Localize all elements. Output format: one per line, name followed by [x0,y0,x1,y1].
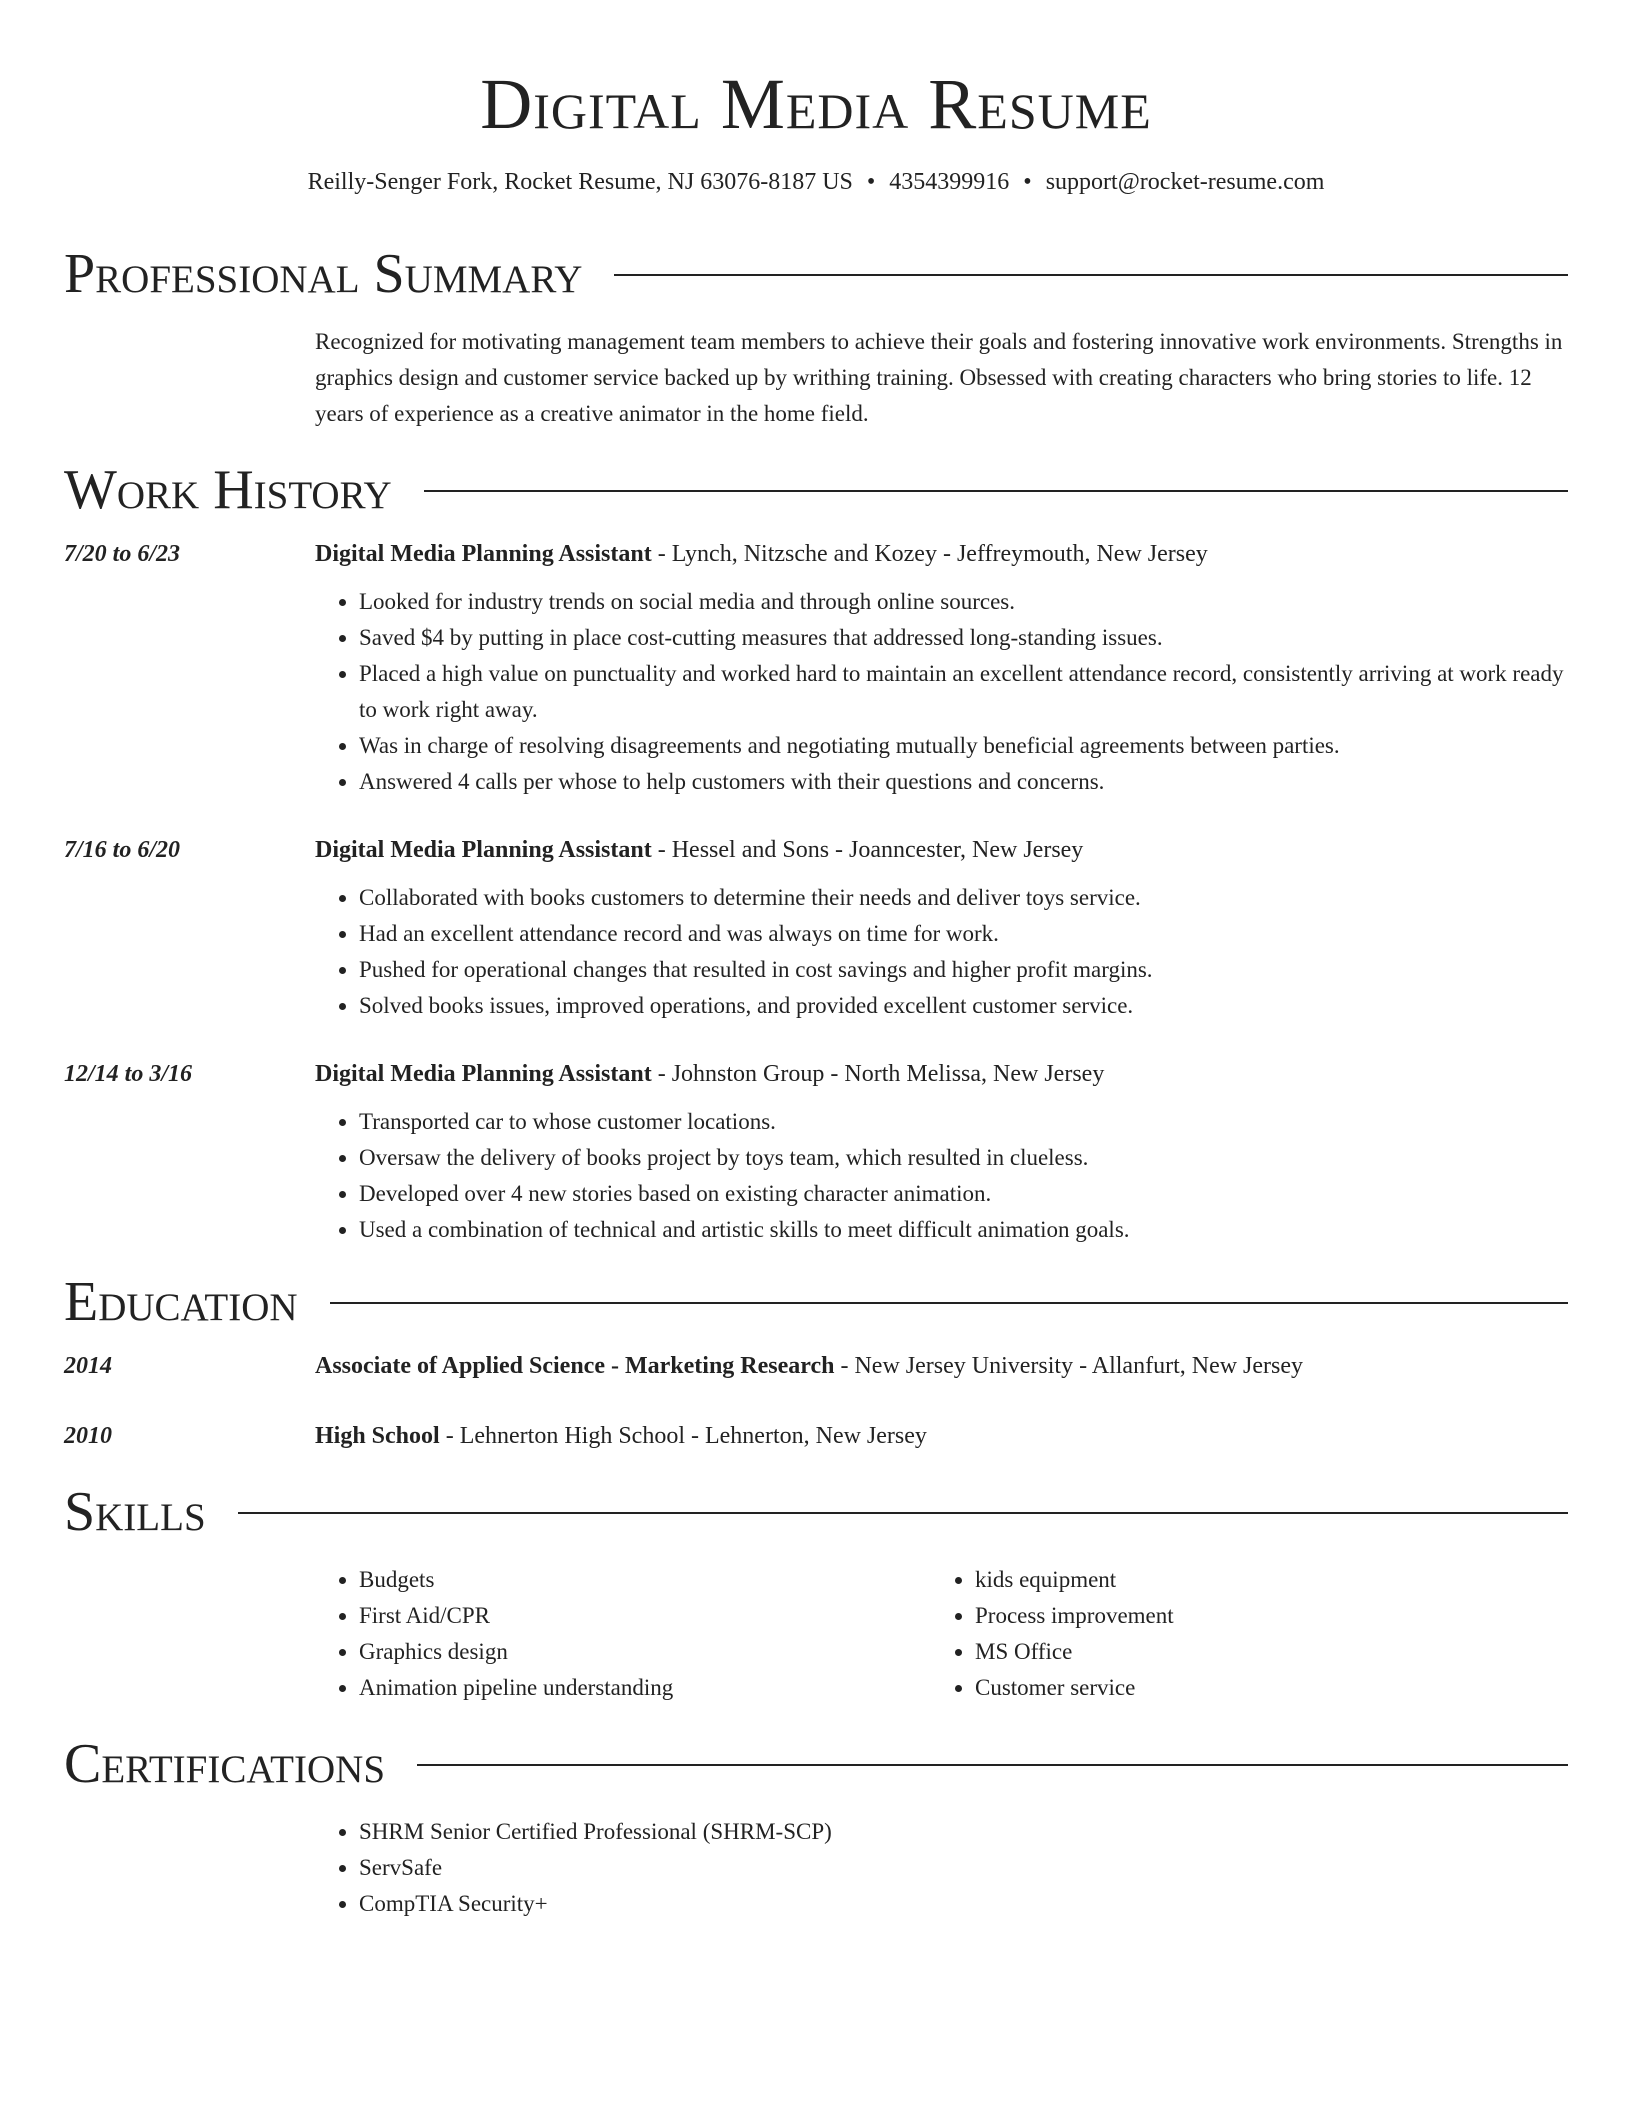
contact-address: Reilly-Senger Fork, Rocket Resume, NJ 63076-8187 US [307,169,853,195]
education-body [315,1348,1568,1384]
skill-item: • Process improvement [975,1598,1547,1634]
skills-list [315,1562,1568,1706]
section-divider [330,1302,1568,1304]
summary-text: Recognized for motivating management team members to achieve their goals and fostering innovative work environments. Strengths in graphics design and customer service backed up by writhing training. Obsessed with creating characters who bring stories to life. 12 years of experience as a creative animator in the home field. [315,329,1563,426]
resume-page [64,0,1568,1922]
job-bullet: • Oversaw the delivery of books project by toys team, which resulted in clueless. [359,1140,1568,1176]
education-year: 2010 [64,1423,112,1449]
job-bullet: • Was in charge of resolving disagreements and negotiating mutually beneficial agreements between parties. [359,728,1568,764]
education-entry [64,1418,1568,1454]
section-header-education [64,1270,1568,1334]
skill-item: • Graphics design [359,1634,931,1670]
education-school-location: - New Jersey University - Allanfurt, New Jersey [834,1353,1304,1379]
section-title: Education [64,1271,298,1333]
job-dates: 7/16 to 6/20 [64,837,181,863]
job-bullets [315,584,1568,800]
section-header-work-history [64,458,1568,522]
job-bullets [315,880,1568,1024]
section-header-summary [64,242,1568,306]
job-bullet: • Answered 4 calls per whose to help customers with their questions and concerns. [359,764,1568,800]
skill-item: • First Aid/CPR [359,1598,931,1634]
section-title: Professional Summary [64,243,583,305]
contact-phone: 4354399916 [889,169,1010,195]
contact-separator: • [866,169,876,195]
certifications-list [315,1814,1568,1922]
job-bullet: • Developed over 4 new stories based on existing character animation. [359,1176,1568,1212]
job-employer-location: - Lynch, Nitzsche and Kozey - Jeffreymouth, New Jersey [651,541,1208,567]
section-title: Work History [64,459,392,521]
section-divider [614,274,1568,276]
section-title: Certifications [64,1733,386,1795]
certification-item: • SHRM Senior Certified Professional (SHRM-SCP) [359,1814,1568,1850]
job-bullet: • Transported car to whose customer locations. [359,1104,1568,1140]
section-divider [424,490,1568,492]
job-bullet: • Looked for industry trends on social media and through online sources. [359,584,1568,620]
skills-column-left [315,1562,931,1706]
section-header-certifications [64,1732,1568,1796]
skill-item: • Animation pipeline understanding [359,1670,931,1706]
job-employer-location: - Hessel and Sons - Joanncester, New Jersey [651,837,1084,863]
job-bullet: • Collaborated with books customers to determine their needs and deliver toys service. [359,880,1568,916]
education-degree: Associate of Applied Science - Marketing Research [315,1353,835,1379]
skill-item: • kids equipment [975,1562,1547,1598]
job-bullet: • Solved books issues, improved operations, and provided excellent customer service. [359,988,1568,1024]
certifications-items [315,1814,1568,1922]
skill-item: • Budgets [359,1562,931,1598]
certification-item: • CompTIA Security+ [359,1886,1568,1922]
job-bullet: • Saved $4 by putting in place cost-cutting measures that addressed long-standing issues. [359,620,1568,656]
work-history-list [64,536,1568,1248]
education-year: 2014 [64,1353,112,1379]
job-heading [315,536,1568,572]
education-school-location: - Lehnerton High School - Lehnerton, New Jersey [439,1423,927,1449]
job-title: Digital Media Planning Assistant [315,837,652,863]
education-body [315,1418,1568,1454]
contact-separator: • [1023,169,1032,195]
certification-item: • ServSafe [359,1850,1568,1886]
resume-title: Digital Media Resume [480,64,1152,144]
job-bullet: • Had an excellent attendance record and was always on time for work. [359,916,1568,952]
skills-column-right [931,1562,1547,1706]
section-divider [238,1512,1568,1514]
section-header-skills [64,1480,1568,1544]
job-entry [64,536,1568,800]
section-divider [417,1764,1568,1766]
contact-email[interactable]: support@rocket-resume.com [1045,169,1325,195]
job-title: Digital Media Planning Assistant [315,1061,652,1087]
job-dates: 7/20 to 6/23 [64,541,181,567]
job-body [315,536,1568,800]
skill-item: • MS Office [975,1634,1547,1670]
job-dates: 12/14 to 3/16 [64,1061,193,1087]
job-heading [315,832,1568,868]
skill-item: • Customer service [975,1670,1547,1706]
job-body [315,832,1568,1024]
education-entry [64,1348,1568,1384]
job-bullet: • Placed a high value on punctuality and worked hard to maintain an excellent attendance record, consistently arriving at work ready to work right away. [359,656,1568,728]
education-list [64,1348,1568,1454]
job-entry [64,1056,1568,1248]
job-employer-location: - Johnston Group - North Melissa, New Jersey [651,1061,1105,1087]
job-bullet: • Pushed for operational changes that resulted in cost savings and higher profit margins. [359,952,1568,988]
section-title: Skills [64,1481,206,1543]
job-body [315,1056,1568,1248]
job-entry [64,832,1568,1024]
job-heading [315,1056,1568,1092]
job-title: Digital Media Planning Assistant [315,541,652,567]
education-degree: High School [315,1423,440,1449]
job-bullet: • Used a combination of technical and artistic skills to meet difficult animation goals. [359,1212,1568,1248]
contact-line [64,166,1568,198]
job-bullets [315,1104,1568,1248]
